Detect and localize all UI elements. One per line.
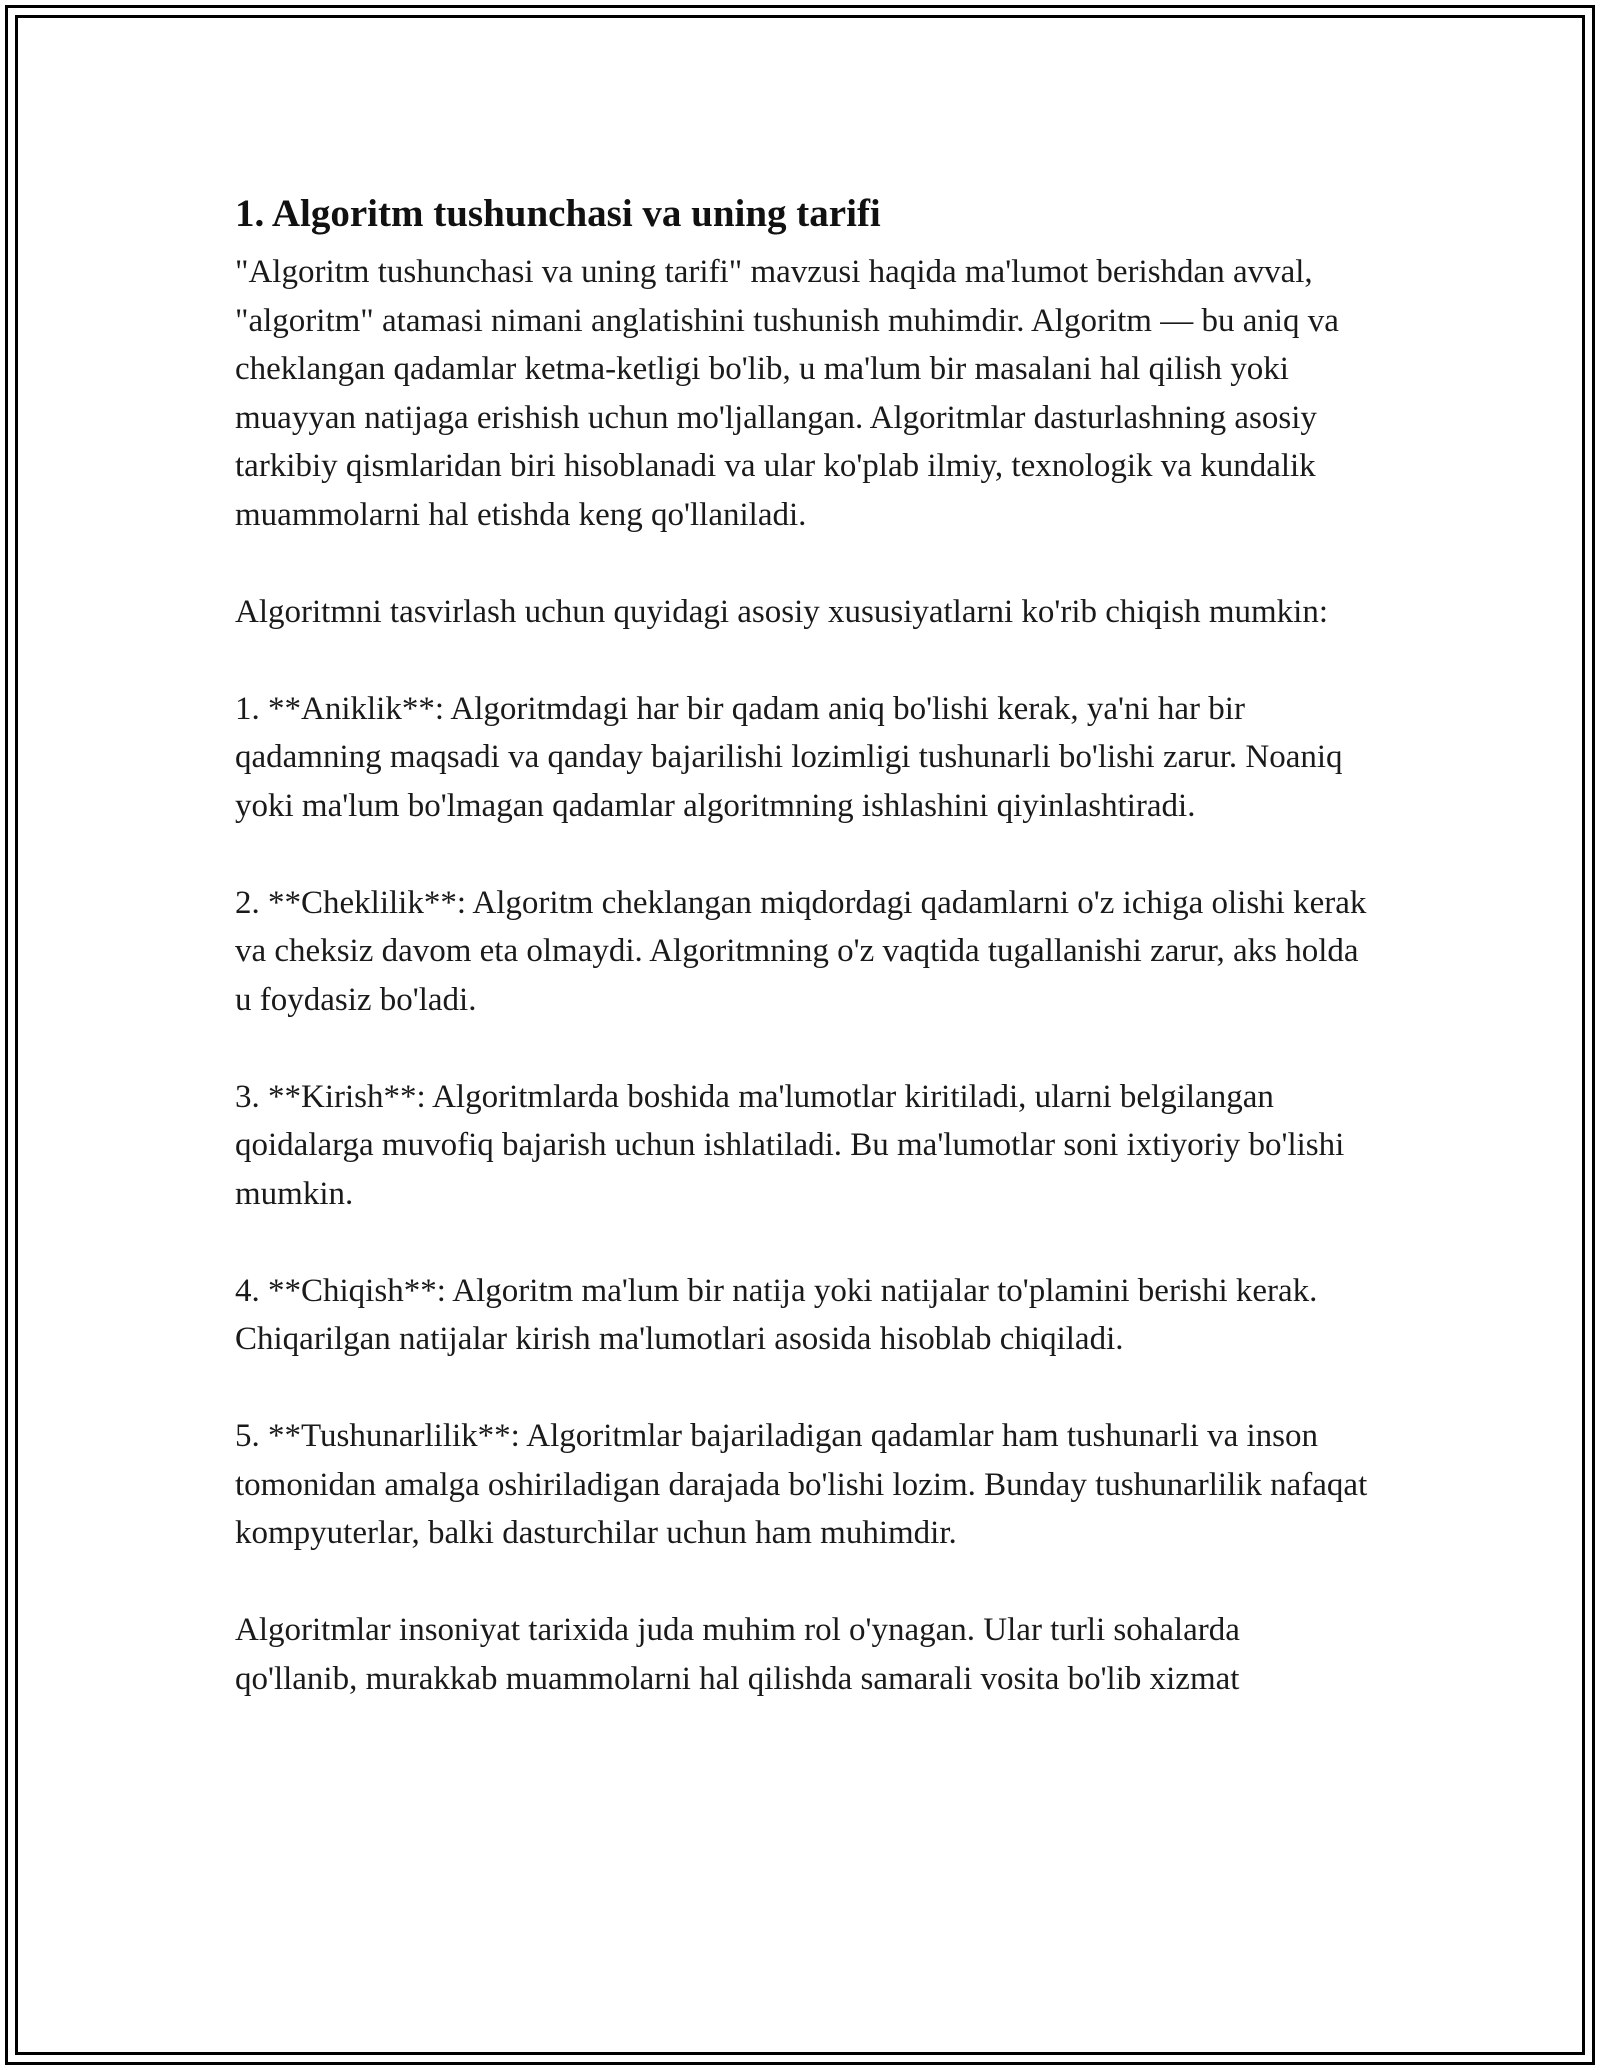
list-item-tushunarlilik: 5. **Tushunarlilik**: Algoritmlar bajariladigan qadamlar ham tushunarli va inson tomonidan amalga oshiriladigan darajada bo'lishi lozim. Bunday tushunarlilik nafaqat kompyuterlar, balki dasturchilar uchun ham muhimdir. bbox=[235, 1418, 1368, 1551]
paragraph-gap bbox=[235, 1024, 1370, 1073]
document-body bbox=[235, 182, 1370, 1703]
paragraph-gap bbox=[235, 1218, 1370, 1267]
list-item-cheklilik: 2. **Cheklilik**: Algoritm cheklangan miqdordagi qadamlarni o'z ichiga olishi kerak va cheksiz davom eta olmaydi. Algoritmning o'z vaqtida tugallanishi zarur, aks holda u foydasiz bo'ladi. bbox=[235, 884, 1367, 1018]
section-heading: 1. Algoritm tushunchasi va uning tarifi bbox=[235, 192, 881, 235]
list-item-chiqish: 4. **Chiqish**: Algoritm ma'lum bir natija yoki natijalar to'plamini berishi kerak. Chiqarilgan natijalar kirish ma'lumotlari asosida hisoblab chiqiladi. bbox=[235, 1272, 1318, 1357]
paragraph-history: Algoritmlar insoniyat tarixida juda muhim rol o'ynagan. Ular turli sohalarda qo'llanib, murakkab muammolarni hal qilishda samarali vosita bo'lib xizmat bbox=[235, 1612, 1240, 1697]
paragraph-gap bbox=[235, 1364, 1370, 1413]
paragraph-intro: "Algoritm tushunchasi va uning tarifi" mavzusi haqida ma'lumot berishdan avval, "algoritm" atamasi nimani anglatishini tushunish muhimdir. Algoritm — bu aniq va cheklangan qadamlar ketma-ketligi bo'lib, u ma'lum bir masalani hal qilish yoki muayyan natijaga erishish uchun mo'ljallangan. Algoritmlar dasturlashning asosiy tarkibiy qismlaridan biri hisoblanadi va ular ko'plab ilmiy, texnologik va kundalik muammolarni hal etishda keng qo'llaniladi. bbox=[235, 254, 1339, 533]
list-item-aniklik: 1. **Aniklik**: Algoritmdagi har bir qadam aniq bo'lishi kerak, ya'ni har bir qadamning maqsadi va qanday bajarilishi lozimligi tushunarli bo'lishi zarur. Noaniq yoki ma'lum bo'lmagan qadamlar algoritmning ishlashini qiyinlashtiradi. bbox=[235, 690, 1343, 824]
paragraph-gap bbox=[235, 1558, 1370, 1607]
paragraph-gap bbox=[235, 636, 1370, 685]
list-item-kirish: 3. **Kirish**: Algoritmlarda boshida ma'lumotlar kiritiladi, ularni belgilangan qoidalarga muvofiq bajarish uchun ishlatiladi. Bu ma'lumotlar soni ixtiyoriy bo'lishi mumkin. bbox=[235, 1078, 1345, 1212]
paragraph-properties-lead: Algoritmni tasvirlash uchun quyidagi asosiy xususiyatlarni ko'rib chiqish mumkin: bbox=[235, 593, 1329, 630]
paragraph-gap bbox=[235, 539, 1370, 588]
paragraph-gap bbox=[235, 830, 1370, 879]
